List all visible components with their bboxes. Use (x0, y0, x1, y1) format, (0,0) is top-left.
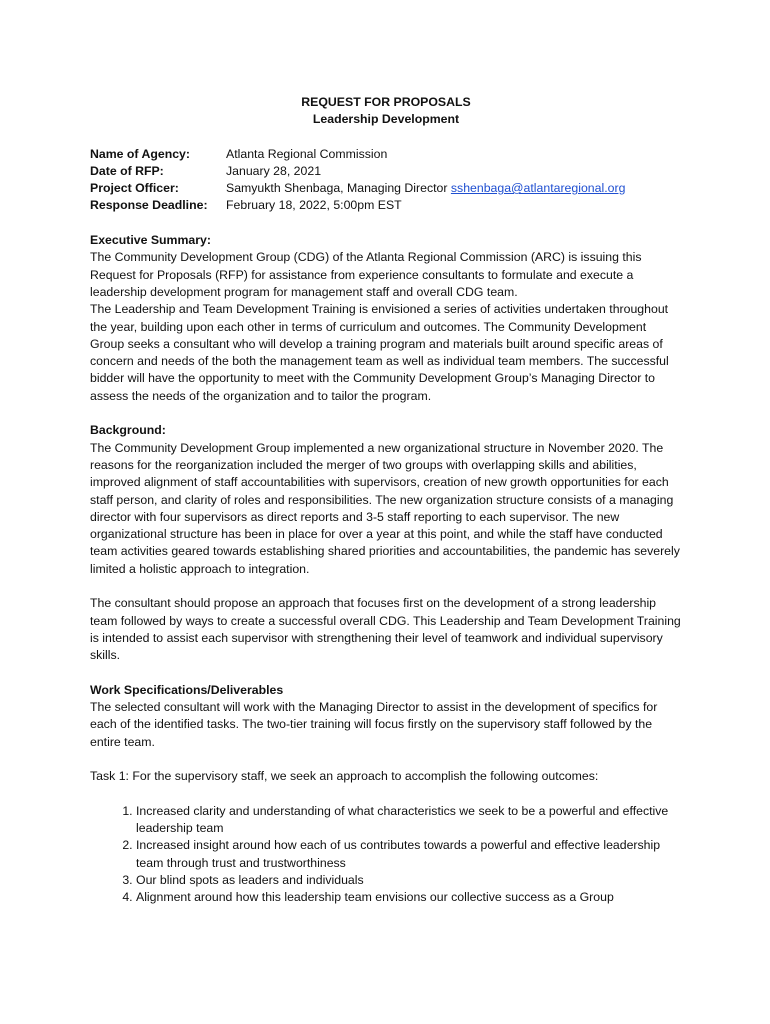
outcome-item: 2. Increased insight around how each of us contributes towards a powerful and effective leadership team through trust and trustworthiness (136, 837, 682, 872)
task-1-intro: Task 1: For the supervisory staff, we seek an approach to accomplish the following outcomes: (90, 769, 599, 784)
officer-value: Samyukth Shenbaga, Managing Director (226, 181, 451, 196)
background-section (90, 422, 682, 664)
info-row-deadline (90, 197, 682, 214)
background-heading: Background: (90, 423, 166, 438)
info-row-officer (90, 180, 682, 197)
deadline-value: February 18, 2022, 5:00pm EST (226, 198, 402, 213)
info-row-agency (90, 146, 682, 163)
work-specs-section (90, 682, 682, 907)
agency-label: Name of Agency: (90, 146, 190, 161)
executive-summary-paragraph-2: The Leadership and Team Development Training is envisioned a series of activities undertaken throughout the year, building upon each other in terms of curriculum and outcomes. The Community Development Group seeks a consultant who will develop a training program and materials built around specific areas of concern and needs of the both the management team as well as individual team members. The successful bidder will have the opportunity to meet with the Community Development Group’s Managing Director to assess the needs of the organization and to tailor the program. (90, 302, 669, 403)
executive-summary-paragraph-1: The Community Development Group (CDG) of the Atlanta Regional Commission (ARC) is issuing this Request for Proposals (RFP) for assistance from experience consultants to formulate and execute a leadership development program for management staff and overall CDG team. (90, 250, 642, 299)
executive-summary-heading: Executive Summary: (90, 233, 211, 248)
rfp-info-table (90, 146, 682, 215)
outcome-item: 3. Our blind spots as leaders and individuals (136, 872, 682, 889)
date-label: Date of RFP: (90, 163, 164, 178)
agency-value: Atlanta Regional Commission (226, 146, 388, 161)
officer-email-link[interactable]: sshenbaga@atlantaregional.org (450, 181, 626, 196)
outcomes-list (90, 803, 682, 907)
info-row-date (90, 163, 682, 180)
outcome-item: 4. Alignment around how this leadership team envisions our collective success as a Group (136, 889, 682, 906)
document-title (90, 94, 682, 129)
executive-summary-section (90, 232, 682, 405)
officer-value-wrap (226, 180, 682, 197)
outcome-item: 1. Increased clarity and understanding of what characteristics we seek to be a powerful and effective leadership team (136, 803, 682, 838)
background-paragraph-2: The consultant should propose an approach that focuses first on the development of a strong leadership team followed by ways to create a successful overall CDG. This Leadership and Team Development Training is intended to assist each supervisor with strengthening their level of teamwork and individual supervisory skills. (90, 596, 681, 663)
deadline-label: Response Deadline: (90, 198, 208, 213)
work-specs-paragraph: The selected consultant will work with the Managing Director to assist in the development of specifics for each of the identified tasks. The two-tier training will focus firstly on the supervisory staff followed by the entire team. (90, 700, 658, 749)
document-page (90, 94, 682, 907)
work-specs-heading: Work Specifications/Deliverables (90, 682, 284, 697)
officer-label: Project Officer: (90, 181, 179, 196)
title-line-1: REQUEST FOR PROPOSALS (301, 95, 471, 109)
background-paragraph-1: The Community Development Group implemented a new organizational structure in November 2020. The reasons for the reorganization included the merger of two groups with overlapping skills and abilities, improved alignment of staff accountabilities with supervisors, creation of new growth opportunities for each staff person, and clarity of roles and responsibilities. The new organization structure consists of a managing director with four supervisors as direct reports and 3-5 staff reporting to each supervisor. The new organizational structure has been in place for over a year at this point, and while the staff have conducted team activities geared towards establishing shared priorities and accountabilities, the pandemic has severely limited a holistic approach to integration. (90, 440, 680, 576)
title-line-2: Leadership Development (312, 112, 460, 127)
date-value: January 28, 2021 (226, 163, 322, 178)
